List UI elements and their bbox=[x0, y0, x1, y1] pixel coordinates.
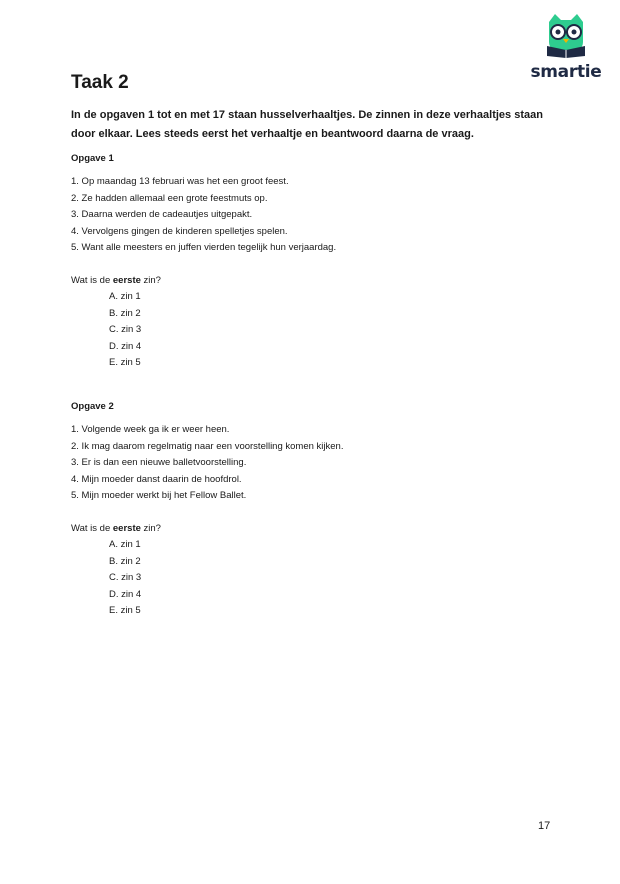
question bbox=[71, 273, 551, 290]
answer-option[interactable]: D. zin 4 bbox=[109, 588, 142, 600]
sentence: 5. Mijn moeder werkt bij het Fellow Ballet. bbox=[71, 490, 247, 501]
page-title: Taak 2 bbox=[71, 72, 129, 93]
question-emphasis: eerste bbox=[112, 274, 141, 286]
answer-option[interactable]: D. zin 4 bbox=[109, 340, 142, 352]
question-text: zin? bbox=[140, 522, 161, 534]
sentence: 4. Vervolgens gingen de kinderen spelletjes spelen. bbox=[71, 225, 288, 237]
answer-options bbox=[109, 537, 551, 620]
answer-option[interactable]: C. zin 3 bbox=[109, 324, 142, 335]
sentence: 3. Er is dan een nieuwe balletvoorstelling. bbox=[71, 457, 247, 468]
sentence: 1. Volgende week ga ik er weer heen. bbox=[71, 424, 230, 435]
question-text: Wat is de bbox=[71, 522, 113, 534]
question-emphasis: eerste bbox=[112, 522, 141, 534]
sentence: 1. Op maandag 13 februari was het een groot feest. bbox=[71, 176, 289, 187]
smartie-logo bbox=[528, 12, 604, 84]
sentence: 4. Mijn moeder danst daarin de hoofdrol. bbox=[71, 473, 242, 485]
answer-option[interactable]: B. zin 2 bbox=[109, 307, 141, 319]
answer-option[interactable]: B. zin 2 bbox=[109, 555, 141, 567]
logo-text: smartie bbox=[530, 62, 602, 82]
answer-option[interactable]: A. zin 1 bbox=[109, 291, 141, 302]
exercise-1 bbox=[71, 152, 551, 372]
instructions: In de opgaven 1 tot en met 17 staan husselverhaaltjes. De zinnen in deze verhaaltjes staan door elkaar. Lees steeds eerst het verhaaltje en beantwoord daarna de vraag. bbox=[71, 109, 543, 140]
answer-option[interactable]: A. zin 1 bbox=[109, 539, 141, 550]
answer-options bbox=[109, 289, 551, 372]
sentence: 3. Daarna werden de cadeautjes uitgepakt. bbox=[71, 209, 253, 220]
sentence: 2. Ik mag daarom regelmatig naar een voorstelling komen kijken. bbox=[71, 440, 344, 452]
question-text: zin? bbox=[140, 274, 161, 286]
answer-option[interactable]: E. zin 5 bbox=[109, 357, 141, 368]
exercise-heading: Opgave 2 bbox=[71, 401, 114, 412]
exercise-heading: Opgave 1 bbox=[71, 153, 114, 164]
owl-icon bbox=[541, 12, 591, 58]
answer-option[interactable]: C. zin 3 bbox=[109, 572, 142, 583]
page-number: 17 bbox=[538, 820, 551, 832]
sentence: 5. Want alle meesters en juffen vierden tegelijk hun verjaardag. bbox=[71, 242, 337, 253]
question bbox=[71, 521, 551, 538]
exercise-2 bbox=[71, 400, 551, 620]
sentence: 2. Ze hadden allemaal een grote feestmuts op. bbox=[71, 192, 268, 204]
question-text: Wat is de bbox=[71, 274, 113, 286]
answer-option[interactable]: E. zin 5 bbox=[109, 605, 141, 616]
